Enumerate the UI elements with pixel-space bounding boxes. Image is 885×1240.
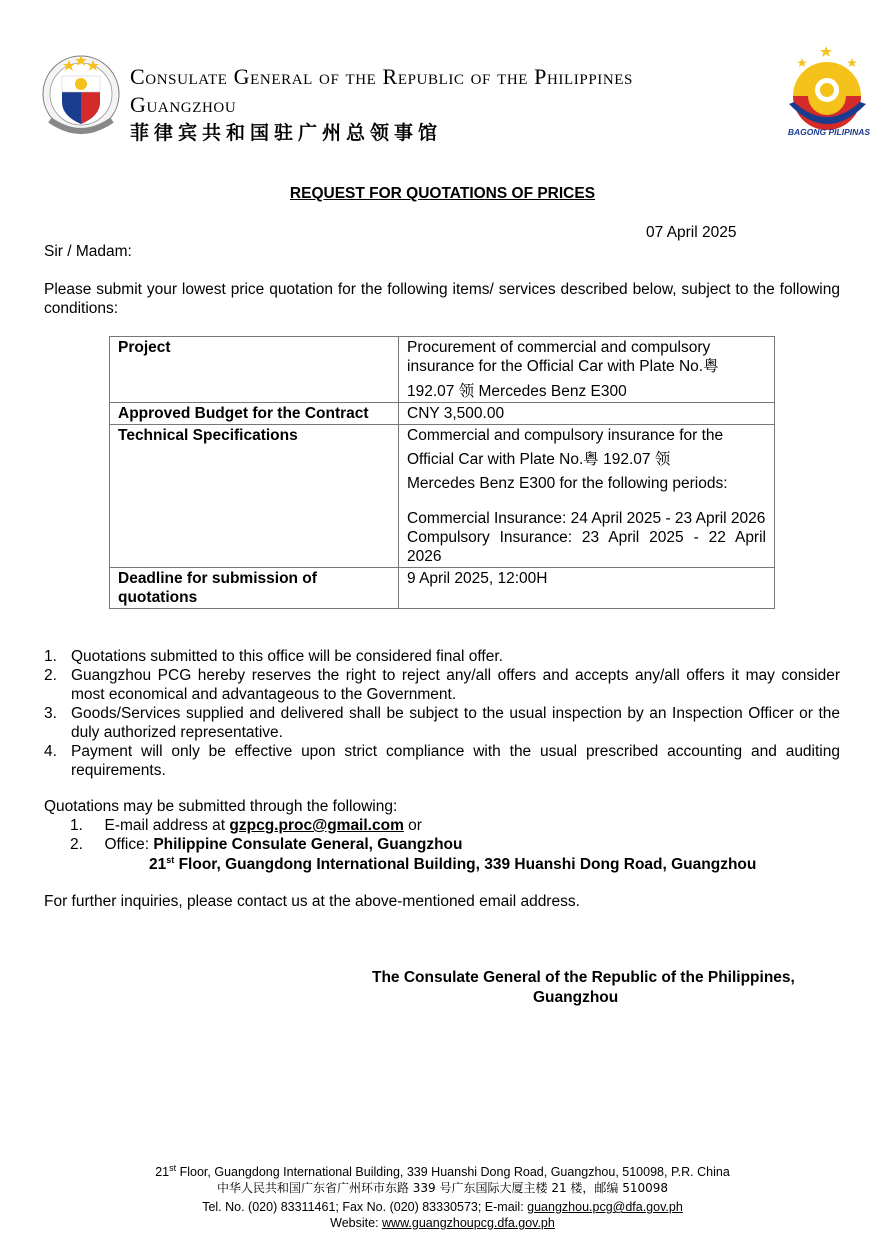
list-number: 2. (44, 667, 57, 684)
office-address (149, 855, 756, 874)
signature-line-1: The Consulate General of the Republic of the Philippines, (372, 969, 795, 986)
tech-spec-line: Mercedes Benz E300 for the following periods: (407, 475, 728, 492)
table-row (110, 337, 775, 403)
footer-email-link[interactable]: guangzhou.pcg@dfa.gov.ph (527, 1200, 683, 1214)
deadline-value: 9 April 2025, 12:00H (399, 568, 775, 609)
salutation: Sir / Madam: (44, 243, 132, 260)
table-row (110, 568, 775, 609)
header-line-1: Consulate General of the Republic of the Philippines (130, 64, 633, 89)
floor-number: 21 (149, 856, 167, 874)
list-item (44, 704, 840, 742)
header-line-3-chinese: 菲律宾共和国驻广州总领事馆 (130, 122, 443, 144)
footer-chinese-address: 中华人民共和国广东省广州环市东路 339 号广东国际大厦主楼 21 楼，邮编 510098 (216, 1181, 669, 1195)
tech-spec-line: Official Car with Plate No.粤 192.07 领 (407, 451, 671, 468)
header-line-2: Guangzhou (130, 92, 237, 117)
option-number: 2. (70, 836, 83, 853)
office-address-text: Floor, Guangdong International Building, 339 Huanshi Dong Road, Guangzhou (174, 856, 757, 874)
project-value-line: 192.07 领 Mercedes Benz E300 (407, 383, 627, 400)
list-item (44, 666, 840, 704)
philippine-seal (40, 50, 122, 138)
condition-text: Goods/Services supplied and delivered shall be subject to the usual inspection by an Inspection Officer or the duly authorized representative. (71, 705, 840, 741)
condition-text: Guangzhou PCG hereby reserves the right to reject any/all offers and accepts any/all offers it may consider most economical and advantageous to the Government. (71, 667, 840, 703)
footer-tel-fax: Tel. No. (020) 83311461; Fax No. (020) 83330573; E-mail: (202, 1200, 528, 1214)
footer-address (0, 1160, 885, 1181)
bagong-pilipinas-logo (780, 44, 878, 140)
submission-option-email (70, 817, 422, 835)
document-date: 07 April 2025 (646, 224, 737, 241)
table-row (110, 425, 775, 568)
floor-suffix: st (166, 855, 175, 865)
specification-table (109, 336, 775, 609)
signature-line-2: Guangzhou (533, 989, 619, 1006)
list-number: 4. (44, 743, 57, 760)
tech-spec-line: Commercial Insurance: 24 April 2025 - 23 April 2026 (407, 510, 766, 527)
project-value (399, 337, 775, 403)
footer-floor: 21 (155, 1165, 170, 1180)
table-row (110, 403, 775, 425)
office-name: Philippine Consulate General, Guangzhou (153, 836, 463, 853)
option-suffix: or (408, 817, 422, 834)
procurement-email-link[interactable]: gzpcg.proc@gmail.com (229, 817, 404, 834)
option-number: 1. (70, 817, 83, 834)
footer-website-link[interactable]: www.guangzhoupcg.dfa.gov.ph (382, 1216, 555, 1230)
footer-website-label: Website: (330, 1216, 383, 1230)
tech-spec-line: Commercial and compulsory insurance for the (407, 427, 724, 444)
list-number: 1. (44, 648, 57, 665)
list-item (44, 647, 840, 666)
project-label: Project (110, 337, 399, 403)
tech-spec-label: Technical Specifications (110, 425, 399, 568)
submission-option-office (70, 836, 462, 854)
budget-label: Approved Budget for the Contract (110, 403, 399, 425)
list-item (44, 742, 840, 780)
intro-paragraph: Please submit your lowest price quotation for the following items/ services described below, subject to the following conditions: (44, 281, 840, 317)
budget-value: CNY 3,500.00 (399, 403, 775, 425)
project-value-line: Procurement of commercial and compulsory insurance for the Official Car with Plate No.粤 (407, 339, 719, 375)
tech-spec-line: Compulsory Insurance: 23 April 2025 - 22 April 2026 (407, 529, 766, 565)
footer-floor-suffix: st (169, 1163, 177, 1173)
submission-intro: Quotations may be submitted through the following: (44, 798, 398, 815)
document-title: REQUEST FOR QUOTATIONS OF PRICES (289, 185, 596, 202)
condition-text: Quotations submitted to this office will be considered final offer. (71, 648, 503, 665)
further-inquiries: For further inquiries, please contact us at the above-mentioned email address. (44, 893, 580, 910)
condition-text: Payment will only be effective upon strict compliance with the usual prescribed accounting and auditing requirements. (71, 743, 840, 779)
tech-spec-value (399, 425, 775, 568)
conditions-list (44, 647, 840, 780)
deadline-label: Deadline for submission of quotations (110, 568, 399, 609)
footer-website (0, 1215, 885, 1232)
logo-caption: BAGONG PILIPINAS (787, 127, 871, 137)
footer-contact (0, 1199, 885, 1216)
footer-address-text: Floor, Guangdong International Building, 339 Huanshi Dong Road, Guangzhou, 510098, P.R. China (176, 1165, 730, 1180)
list-number: 3. (44, 705, 57, 722)
option-prefix: E-mail address at (104, 817, 226, 834)
option-prefix: Office: (104, 836, 149, 853)
